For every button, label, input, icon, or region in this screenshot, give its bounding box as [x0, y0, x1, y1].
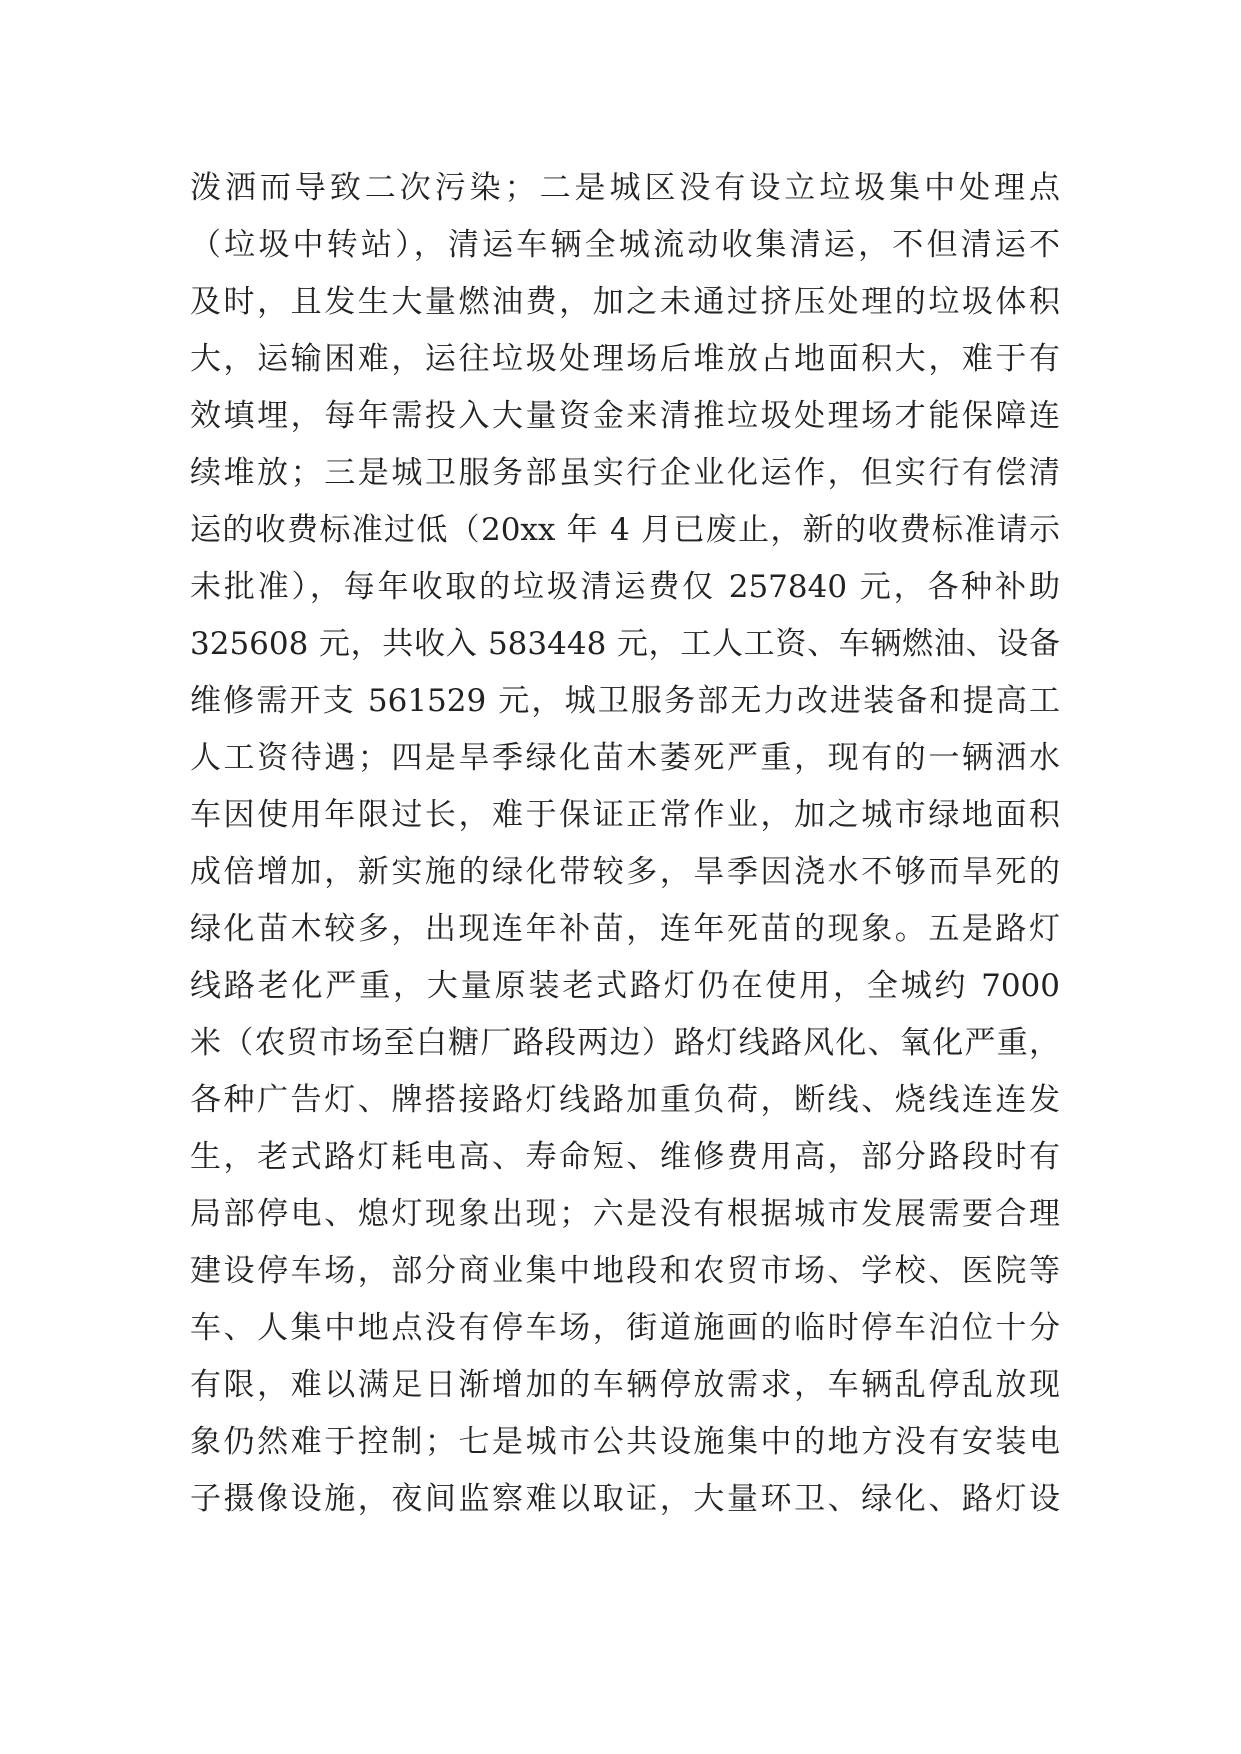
text-line-16: 米（农贸市场至白糖厂路段两边）路灯线路风化、氧化严重， — [190, 1025, 1060, 1061]
text-line-9: 325608 元，共收入 583448 元，工人工资、车辆燃油、设备 — [190, 626, 1060, 662]
text-line-4: 大，运输困难，运往垃圾处理场后堆放占地面积大，难于有 — [190, 341, 1060, 377]
text-line-17: 各种广告灯、牌搭接路灯线路加重负荷，断线、烧线连连发 — [190, 1082, 1060, 1118]
text-line-7: 运的收费标准过低（20xx 年 4 月已废止，新的收费标准请示 — [190, 512, 1060, 548]
text-line-15: 线路老化严重，大量原装老式路灯仍在使用，全城约 7000 — [190, 968, 1060, 1004]
text-line-19: 局部停电、熄灯现象出现；六是没有根据城市发展需要合理 — [190, 1196, 1060, 1232]
text-line-13: 成倍增加，新实施的绿化带较多，旱季因浇水不够而旱死的 — [190, 854, 1060, 890]
text-line-24: 子摄像设施，夜间监察难以取证，大量环卫、绿化、路灯设 — [190, 1481, 1060, 1517]
text-line-18: 生，老式路灯耗电高、寿命短、维修费用高，部分路段时有 — [190, 1139, 1060, 1175]
text-line-8: 未批准），每年收取的垃圾清运费仅 257840 元，各种补助 — [190, 569, 1060, 605]
text-line-22: 有限，难以满足日渐增加的车辆停放需求，车辆乱停乱放现 — [190, 1367, 1060, 1403]
text-line-1: 泼洒而导致二次污染；二是城区没有设立垃圾集中处理点 — [190, 170, 1060, 206]
body-text — [190, 160, 1060, 1528]
text-line-3: 及时，且发生大量燃油费，加之未通过挤压处理的垃圾体积 — [190, 284, 1060, 320]
text-line-14: 绿化苗木较多，出现连年补苗，连年死苗的现象。五是路灯 — [190, 911, 1060, 947]
text-line-2: （垃圾中转站），清运车辆全城流动收集清运，不但清运不 — [190, 227, 1060, 263]
text-line-23: 象仍然难于控制；七是城市公共设施集中的地方没有安装电 — [190, 1424, 1060, 1460]
text-line-12: 车因使用年限过长，难于保证正常作业，加之城市绿地面积 — [190, 797, 1060, 833]
text-line-6: 续堆放；三是城卫服务部虽实行企业化运作，但实行有偿清 — [190, 455, 1060, 491]
text-line-10: 维修需开支 561529 元，城卫服务部无力改进装备和提高工 — [190, 683, 1060, 719]
text-line-5: 效填埋，每年需投入大量资金来清推垃圾处理场才能保障连 — [190, 398, 1060, 434]
text-line-20: 建设停车场，部分商业集中地段和农贸市场、学校、医院等 — [190, 1253, 1060, 1289]
text-line-21: 车、人集中地点没有停车场，街道施画的临时停车泊位十分 — [190, 1310, 1060, 1346]
text-line-11: 人工资待遇；四是旱季绿化苗木萎死严重，现有的一辆洒水 — [190, 740, 1060, 776]
